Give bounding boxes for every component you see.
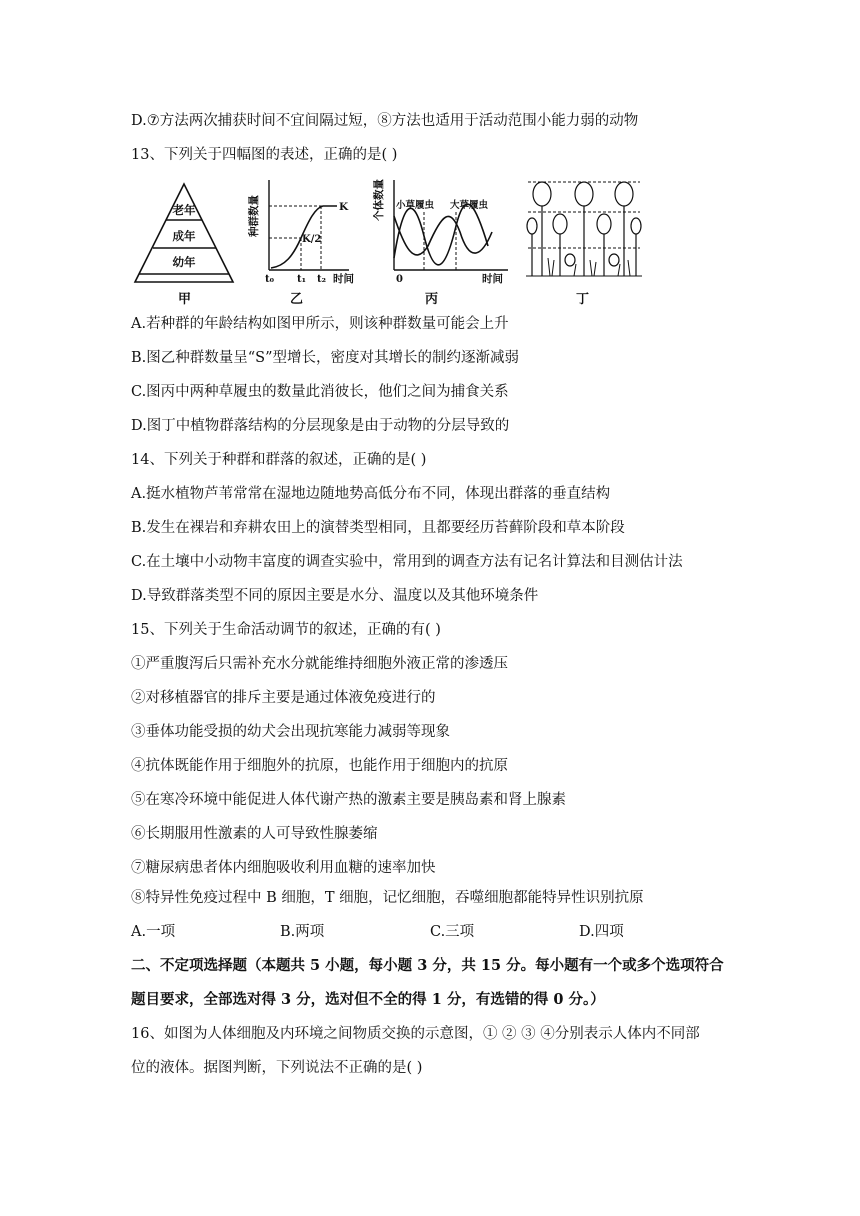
q14-option-c: C.在土壤中小动物丰富度的调查实验中，常用到的调查方法有记名计算法和目测估计法 xyxy=(131,554,683,570)
figure-jia-age-pyramid xyxy=(131,176,241,292)
q15-statement-4: ④抗体既能作用于细胞外的抗原，也能作用于细胞内的抗原 xyxy=(131,758,508,774)
q13-option-d: D.图丁中植物群落结构的分层现象是由于动物的分层导致的 xyxy=(131,418,510,434)
yi-xlabel: 时间 xyxy=(333,273,354,285)
q16-stem-line2: 位的液体。据图判断，下列说法不正确的是( ) xyxy=(131,1060,423,1076)
q15-statement-8: ⑧特异性免疫过程中 B 细胞，T 细胞，记忆细胞，吞噬细胞都能特异性识别抗原 xyxy=(131,890,644,906)
bing-series-large: 大草履虫 xyxy=(450,200,489,211)
yi-k2-label: K/2 xyxy=(302,234,322,245)
figure-jia-caption: 甲 xyxy=(178,292,192,307)
yi-k-label: K xyxy=(339,201,349,213)
q15-statement-3: ③垂体功能受损的幼犬会出现抗寒能力减弱等现象 xyxy=(131,724,450,740)
q15-option-b: B.两项 xyxy=(280,924,325,940)
yi-ylabel: 种群数量 xyxy=(248,195,260,237)
q15-statement-5: ⑤在寒冷环境中能促进人体代谢产热的激素主要是胰岛素和肾上腺素 xyxy=(131,792,566,808)
yi-tick-t1: t₁ xyxy=(297,274,306,285)
bing-xlabel: 时间 xyxy=(482,273,503,285)
pyramid-level-adult: 成年 xyxy=(172,229,196,243)
pyramid-level-young: 幼年 xyxy=(172,255,196,269)
q13-option-a: A.若种群的年龄结构如图甲所示，则该种群数量可能会上升 xyxy=(131,316,509,332)
section2-heading-line1: 二、不定项选择题（本题共 5 小题，每小题 3 分，共 15 分。每小题有一个或多个选项符合 xyxy=(131,957,724,974)
section2-heading-line2: 题目要求，全部选对得 3 分，选对但不全的得 1 分，有选错的得 0 分。） xyxy=(131,991,605,1008)
q15-statement-6: ⑥长期服用性激素的人可导致性腺萎缩 xyxy=(131,826,378,842)
q14-stem: 14、下列关于种群和群落的叙述，正确的是( ) xyxy=(131,452,427,468)
figure-ding-caption: 丁 xyxy=(576,292,590,307)
bing-ylabel: 个体数量 xyxy=(373,179,385,221)
q14-option-d: D.导致群落类型不同的原因主要是水分、温度以及其他环境条件 xyxy=(131,588,539,604)
pyramid-level-old: 老年 xyxy=(172,203,196,217)
figure-bing-caption: 丙 xyxy=(425,292,439,307)
yi-tick-t0: t₀ xyxy=(265,274,274,285)
figure-yi-caption: 乙 xyxy=(290,292,304,307)
q15-option-a: A.一项 xyxy=(131,924,176,940)
q13-option-b: B.图乙种群数量呈“S”型增长，密度对其增长的制约逐渐减弱 xyxy=(131,350,520,366)
q12-option-d: D.⑦方法两次捕获时间不宜间隔过短，⑧方法也适用于活动范围小能力弱的动物 xyxy=(131,113,639,129)
figure-bing-oscillation xyxy=(370,176,510,292)
q14-option-b: B.发生在裸岩和弃耕农田上的演替类型相同，且都要经历苔藓阶段和草本阶段 xyxy=(131,520,625,536)
q15-option-c: C.三项 xyxy=(430,924,475,940)
q14-option-a: A.挺水植物芦苇常常在湿地边随地势高低分布不同，体现出群落的垂直结构 xyxy=(131,486,611,502)
yi-tick-t2: t₂ xyxy=(317,274,326,285)
q13-option-c: C.图丙中两种草履虫的数量此消彼长，他们之间为捕食关系 xyxy=(131,384,509,400)
bing-origin: 0 xyxy=(396,274,403,285)
q15-stem: 15、下列关于生命活动调节的叙述，正确的有( ) xyxy=(131,622,441,638)
bing-series-small: 小草履虫 xyxy=(396,200,435,211)
q15-statement-1: ①严重腹泻后只需补充水分就能维持细胞外液正常的渗透压 xyxy=(131,656,508,672)
q15-statement-7: ⑦糖尿病患者体内细胞吸收利用血糖的速率加快 xyxy=(131,860,436,876)
q13-stem: 13、下列关于四幅图的表述，正确的是( ) xyxy=(131,147,398,163)
q16-stem-line1: 16、如图为人体细胞及内环境之间物质交换的示意图，① ② ③ ④分别表示人体内不同部 xyxy=(131,1026,700,1042)
figure-yi-s-curve xyxy=(245,176,365,292)
q15-statement-2: ②对移植器官的排斥主要是通过体液免疫进行的 xyxy=(131,690,436,706)
figure-ding-forest-layers xyxy=(524,176,644,292)
q15-option-d: D.四项 xyxy=(579,924,624,940)
